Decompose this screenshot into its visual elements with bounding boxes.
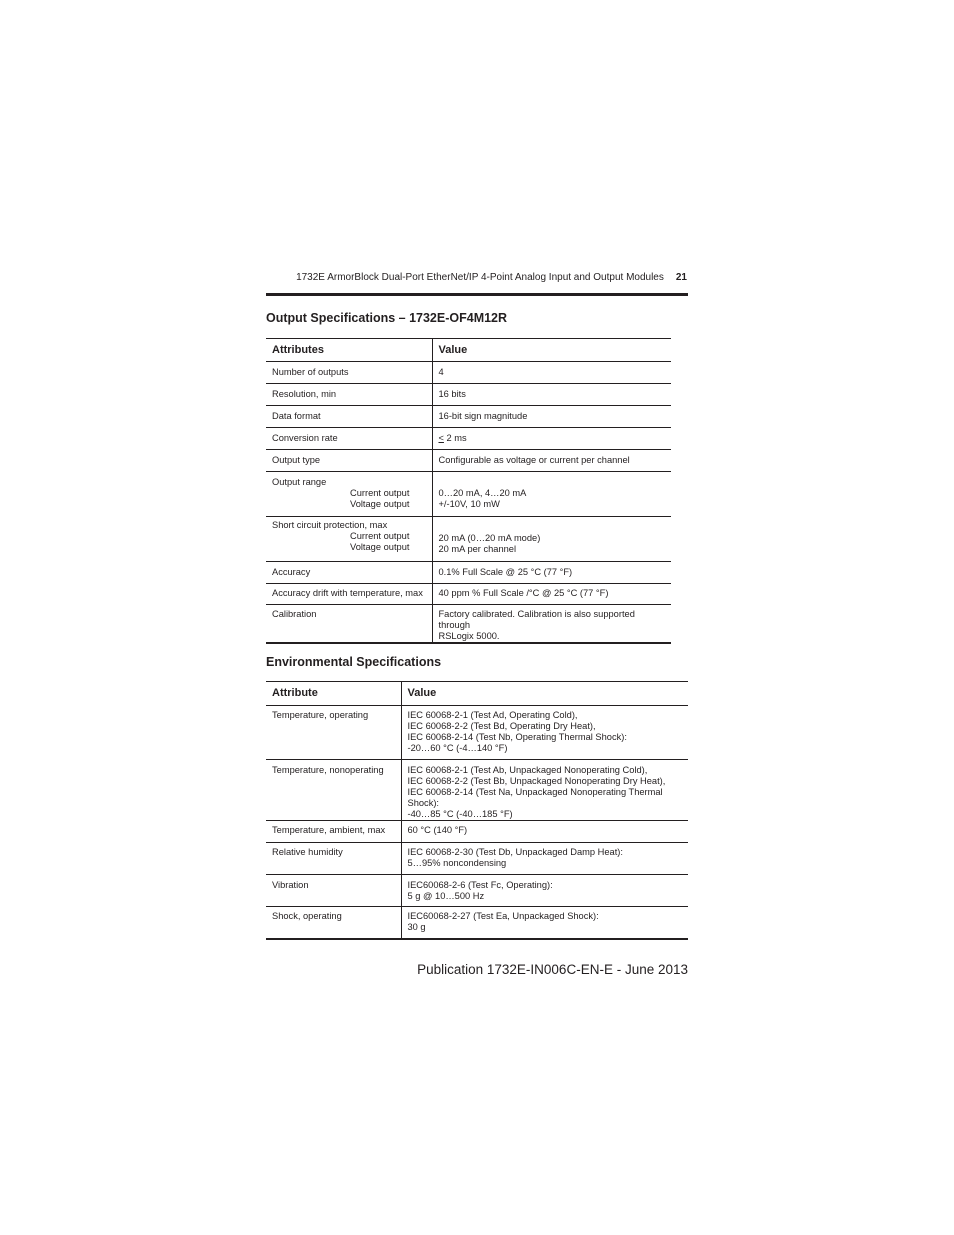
value-cell [401,875,688,907]
attr-cell: Data format [266,406,432,428]
value-line: +/-10V, 10 mW [438,499,500,509]
value-cell: 0.1% Full Scale @ 25 °C (77 °F) [432,562,671,584]
attr-text: Output range [272,477,327,487]
value-cell [401,706,688,760]
value-line: RSLogix 5000. [438,631,500,641]
attr-cell: Temperature, operating [266,706,401,760]
table-row [266,821,688,843]
output-specs-table [266,338,671,644]
value-line: IEC 60068-2-1 (Test Ad, Operating Cold), [407,710,578,720]
less-equal-symbol: < [438,433,444,443]
attr-cell [266,472,432,517]
value-cell: 4 [432,362,671,384]
table-row [266,875,688,907]
value-line: IEC 60068-2-14 (Test Nb, Operating Thermal Shock): [407,732,627,742]
table-row [266,406,671,428]
attr-cell: Accuracy [266,562,432,584]
value-cell [401,760,688,821]
attr-text: Short circuit protection, max [272,520,388,530]
value-cell: Configurable as voltage or current per channel [432,450,671,472]
table-row [266,843,688,875]
running-title: 1732E ArmorBlock Dual-Port EtherNet/IP 4-Point Analog Input and Output Modules [296,272,664,283]
col-header-attribute: Attribute [266,682,401,706]
value-line: IEC60068-2-6 (Test Fc, Operating): [407,880,553,890]
attr-cell: Calibration [266,605,432,644]
value-cell [401,907,688,939]
attr-cell: Accuracy drift with temperature, max [266,584,432,605]
value-line: -20…60 °C (-4…140 °F) [407,743,508,753]
value-line: 20 mA per channel [438,544,517,554]
attr-cell [266,517,432,562]
value-text: 2 ms [446,433,467,443]
attr-sub-voltage: Voltage output [350,542,410,552]
attr-cell: Temperature, ambient, max [266,821,401,843]
attr-sub-current: Current output [350,488,410,498]
table-header-row [266,339,671,362]
value-line: 5 g @ 10…500 Hz [407,891,485,901]
value-line: IEC 60068-2-30 (Test Db, Unpackaged Damp Heat): [407,847,623,857]
attr-cell: Shock, operating [266,907,401,939]
value-cell [432,517,671,562]
value-cell [432,428,671,450]
attr-cell: Output type [266,450,432,472]
table-row [266,584,671,605]
table-header-row [266,682,688,706]
col-header-value: Value [401,682,688,706]
attr-sub-voltage: Voltage output [350,499,410,509]
table-row [266,384,671,406]
attr-cell: Relative humidity [266,843,401,875]
attr-cell: Resolution, min [266,384,432,406]
publication-footer: Publication 1732E-IN006C-EN-E - June 2013 [417,962,688,977]
attr-cell: Number of outputs [266,362,432,384]
value-line: 20 mA (0…20 mA mode) [438,533,541,543]
running-header [266,272,687,283]
table-row [266,362,671,384]
value-line: -40…85 °C (-40…185 °F) [407,809,513,819]
attr-cell: Temperature, nonoperating [266,760,401,821]
value-cell [432,605,671,644]
page-number: 21 [675,272,687,283]
value-line: 30 g [407,922,426,932]
attr-sub-current: Current output [350,531,410,541]
value-cell [401,821,688,843]
value-line: 60 °C (140 °F) [407,825,468,835]
value-line: IEC 60068-2-2 (Test Bb, Unpackaged Nonoperating Dry Heat), [407,776,666,786]
value-line: Factory calibrated. Calibration is also supported through [438,609,635,630]
value-line: 5…95% noncondensing [407,858,507,868]
table-row [266,605,671,644]
table-row [266,517,671,562]
environmental-specs-table [266,681,688,940]
table-row [266,760,688,821]
col-header-attributes: Attributes [266,339,432,362]
table-row [266,472,671,517]
attr-cell: Conversion rate [266,428,432,450]
value-cell: 16-bit sign magnitude [432,406,671,428]
value-line: IEC60068-2-27 (Test Ea, Unpackaged Shock): [407,911,599,921]
value-cell: 16 bits [432,384,671,406]
table-row [266,428,671,450]
table-row [266,562,671,584]
attr-cell: Vibration [266,875,401,907]
table-row [266,907,688,939]
header-rule [266,293,688,296]
output-specs-title: Output Specifications – 1732E-OF4M12R [266,311,508,325]
col-header-value: Value [432,339,671,362]
table-row [266,450,671,472]
table-row [266,706,688,760]
value-line: IEC 60068-2-2 (Test Bd, Operating Dry Heat), [407,721,596,731]
value-line: 0…20 mA, 4…20 mA [438,488,527,498]
value-cell [401,843,688,875]
value-cell [432,472,671,517]
value-cell: 40 ppm % Full Scale /°C @ 25 °C (77 °F) [432,584,671,605]
environmental-specs-title: Environmental Specifications [266,655,442,669]
value-line: IEC 60068-2-1 (Test Ab, Unpackaged Nonoperating Cold), [407,765,648,775]
value-line: IEC 60068-2-14 (Test Na, Unpackaged Nonoperating Thermal Shock): [407,787,663,808]
